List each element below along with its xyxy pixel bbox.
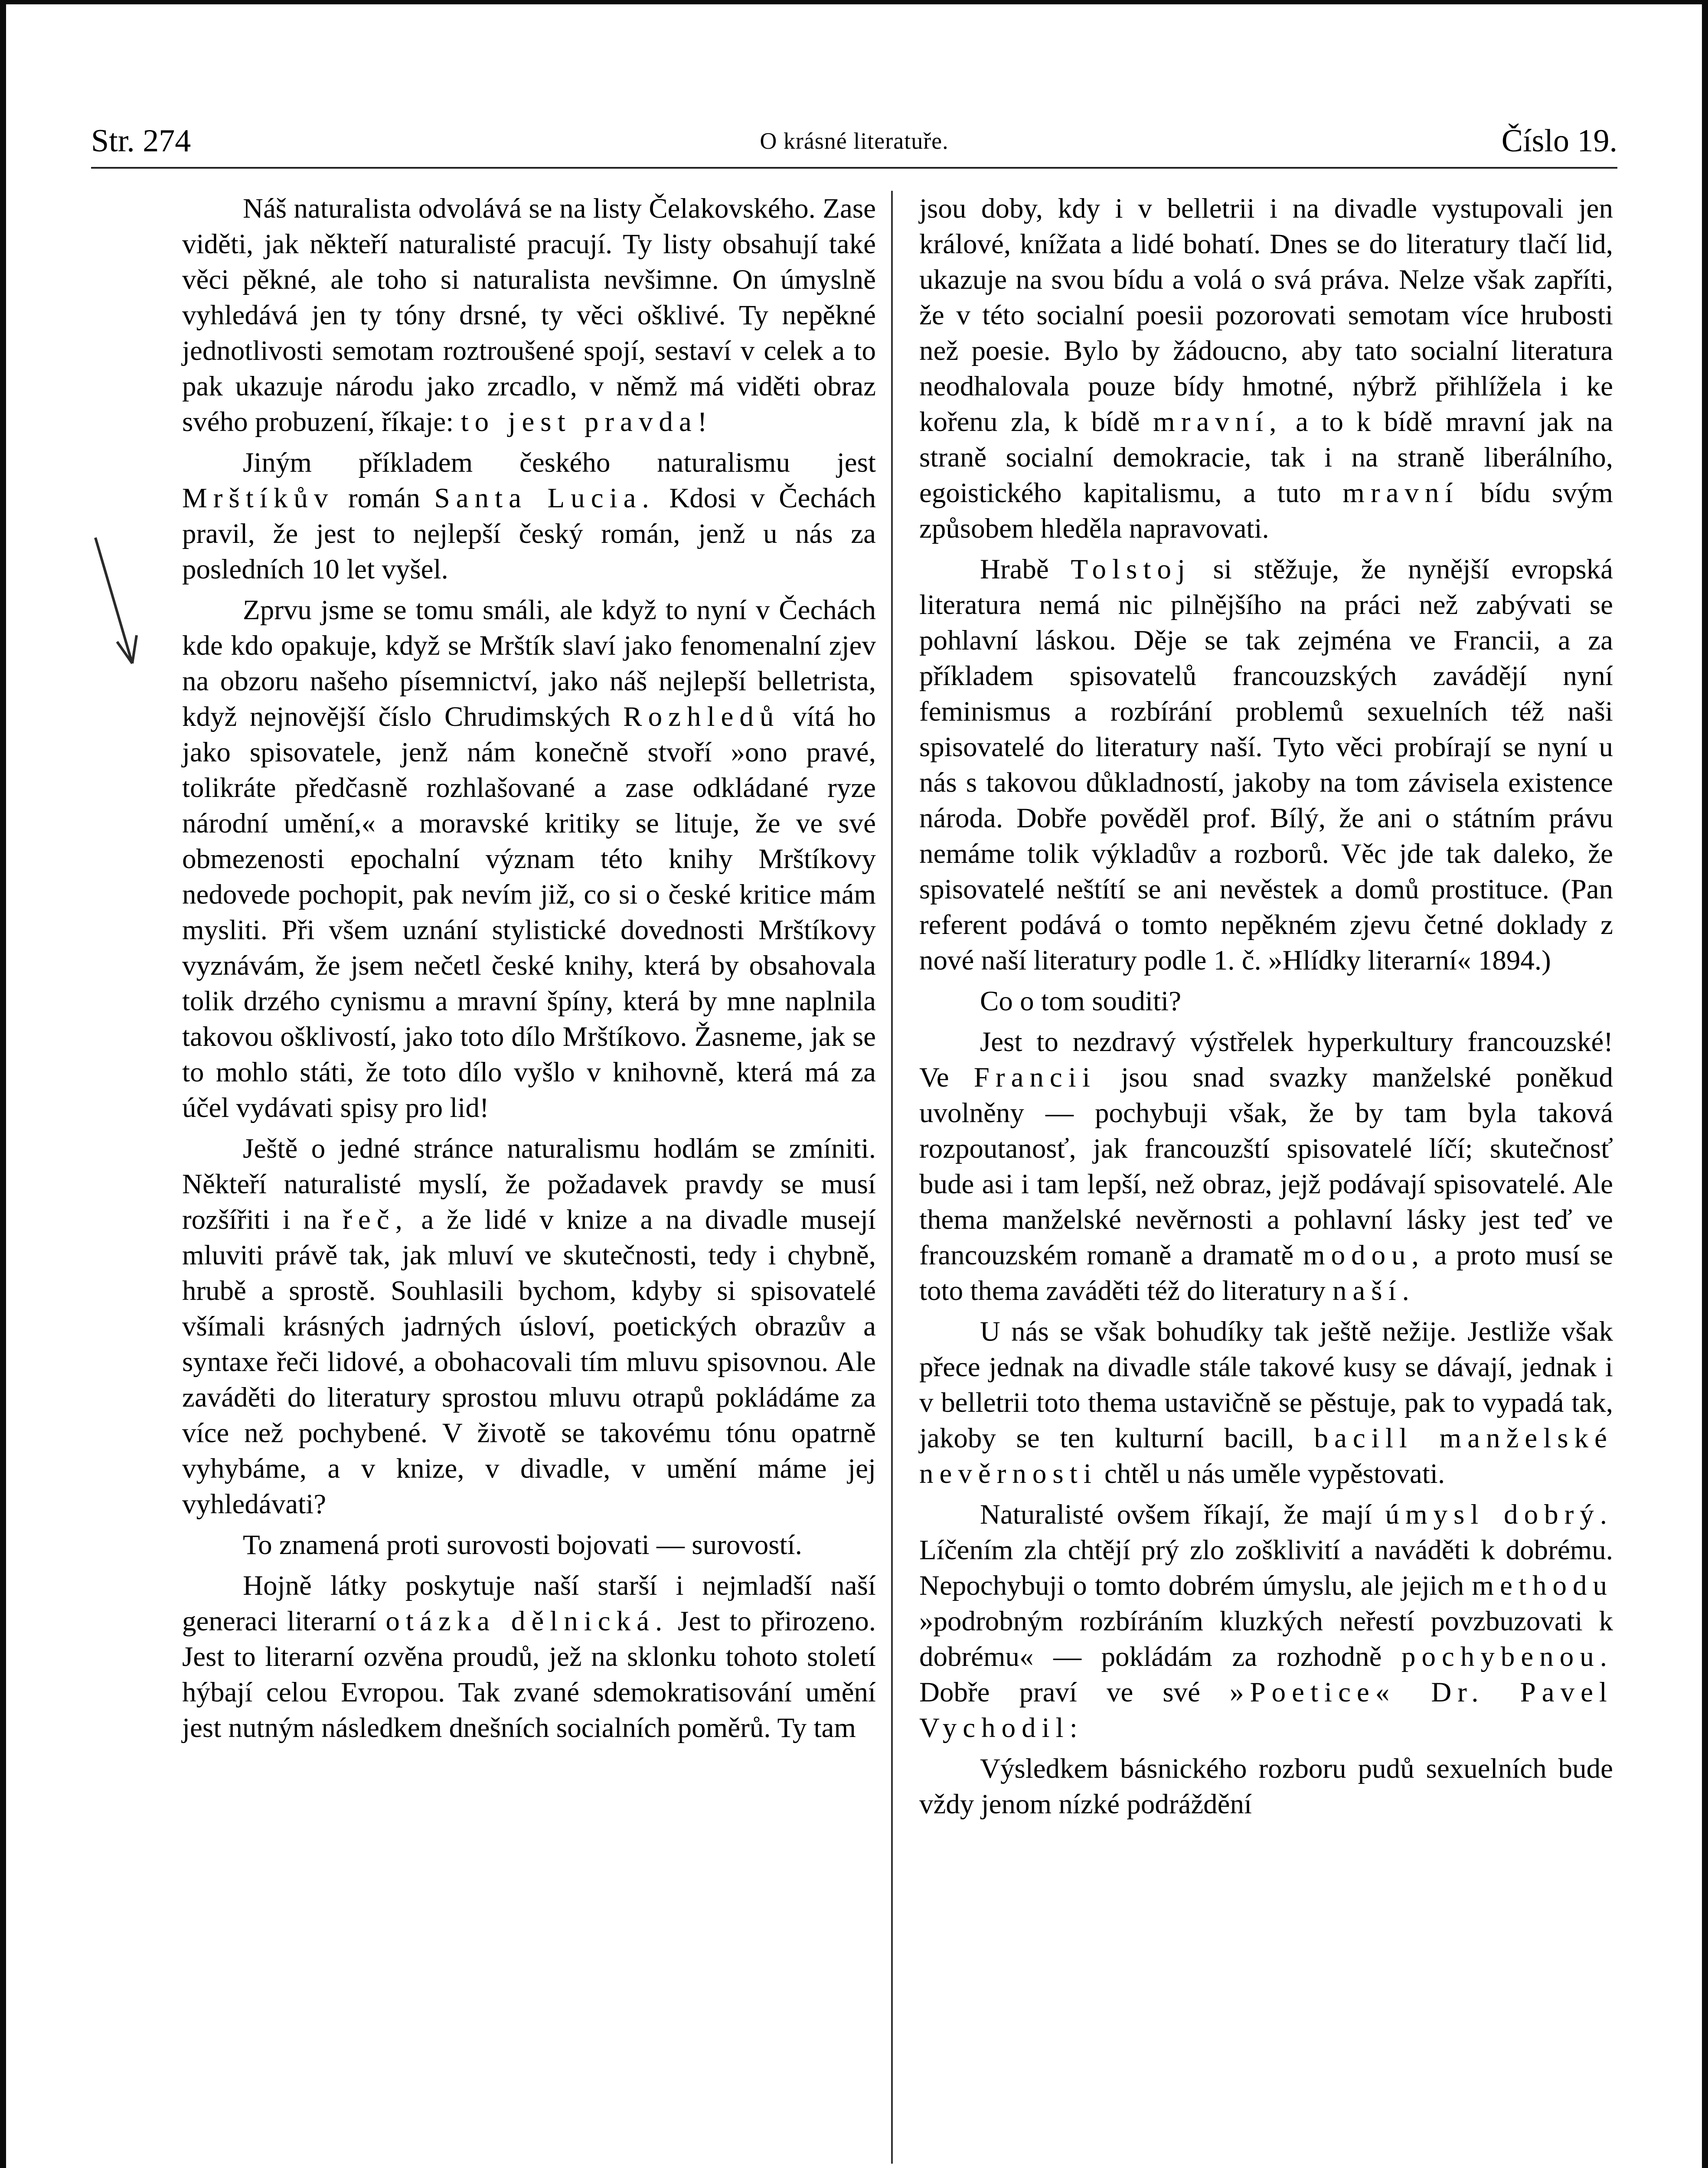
text-run: Hrabě [980, 554, 1071, 585]
text-run: Náš naturalista odvolává se na listy Čelakovského. Zase viděti, jak někteří naturalisté pracují. Ty listy obsahují také věci pěkné, ale toho si naturalista nevšimne. On úmyslně vyhledává jen ty tóny drsné, ty věci ošklivé. Ty nepěkné jednotlivosti semotam roztroušené spojí, sestaví v celek a to pak ukazuje národu jako zrcadlo, v němž má viděti obraz svého probuzení, říkaje: [182, 193, 876, 438]
text-run: U nás se však bohudíky tak ještě nežije. Jestliže však přece jednak na divadle stále takové kusy se dávají, jednak i v belletrii toto thema ustavičně se pěstuje, pak to vypadá tak, jakoby se ten kulturní bacill, [919, 1316, 1613, 1454]
spaced-emphasis: to jest pravda! [460, 406, 713, 438]
text-run: román [334, 483, 434, 514]
column-divider [891, 191, 893, 2164]
spaced-emphasis: Francii [973, 1062, 1096, 1093]
text-run: Výsledkem básnického rozboru pudů sexuelních bude vždy jenom nízké podráždění [919, 1753, 1613, 1820]
scan-border-top [0, 0, 1708, 4]
text-run: a to k bídě mravní jak na straně socialní demokracie, tak i na straně liberálního, egoistického kapitalismu, a tuto [919, 406, 1613, 509]
right-column [919, 191, 1613, 1827]
handwritten-arrow-icon [91, 533, 143, 676]
spaced-emphasis: mravní [1342, 477, 1459, 509]
text-run: a že lidé v knize a na divadle musejí mluviti právě tak, jak mluví ve skutečnosti, tedy i chybně, hrubě a sprostě. Souhlasili bychom, kdyby si spisovatelé všímali krásných jadrných úsloví, poetických obrazův a syntaxe řeči lidové, a obohacovali tím mluvu spisovnou. Ale zaváděti do literatury sprostou mluvu otrapů pokládáme za více než pochybené. V životě se takovému tónu opatrně vyhybáme, a v knize, v divadle, v umění máme jej vyhledávati? [182, 1204, 876, 1520]
paragraph [182, 445, 876, 587]
page-header [91, 117, 1617, 165]
paragraph [919, 1751, 1613, 1822]
text-run: Kdosi v Čechách pravil, že jest to nejlepší český román, jenž u nás za posledních 10 let vyšel. [182, 483, 876, 585]
text-run: bídu svým způsobem hleděla napravovati. [919, 477, 1613, 544]
header-rule [91, 167, 1617, 169]
text-run: vítá ho jako spisovatele, jenž nám konečně stvoří »ono pravé, tolikráte předčasně rozhlašované a zase odkládané ryze národní umění,« a moravské kritiky se lituje, že ve své obmezenosti epochalní význam této knihy Mrštíkovy nedovede pochopit, pak nevím již, co si o české kritice mám mysliti. Při všem uznání stylistické dovednosti Mrštíkovy vyznávám, že jsem nečetl české knihy, která by obsahovala tolik drzého cynismu a mravní špíny, která by mne naplnila takovou ošklivostí, jako toto dílo Mrštíkovo. Žasneme, jak se to mohlo státi, že toto dílo vyšlo v knihovně, která má za účel vydávati spisy pro lid! [182, 701, 876, 1123]
spaced-emphasis: mravní, [1153, 406, 1283, 438]
text-run: To znamená proti surovosti bojovati — surovostí. [243, 1529, 802, 1561]
spaced-emphasis: pochybenou. [1401, 1641, 1613, 1672]
text-run: Hojně látky poskytuje naší starší i nejmladší naší generaci literarní [182, 1570, 876, 1637]
paragraph [182, 1527, 876, 1563]
paragraph [919, 1497, 1613, 1746]
text-run: »podrobným rozbíráním kluzkých neřestí povzbuzovati k dobrému« — pokládám za rozhodně [919, 1606, 1613, 1672]
text-run: jsou doby, kdy i v belletrii i na divadle vystupovali jen králové, knížata a lidé bohatí. Dnes se do literatury tlačí lid, ukazuje na svou bídu a volá o svá práva. Nelze však zapříti, že v této socialní poesii pozorovati semotam více hrubosti než poesie. Bylo by žádoucno, aby tato socialní literatura neodhalovala pouze bídy hmotné, nýbrž přihlížela i ke kořenu zla, k bídě [919, 193, 1613, 438]
paragraph [919, 1024, 1613, 1309]
spaced-emphasis: Santa Lucia. [434, 483, 655, 514]
paragraph [182, 592, 876, 1126]
page-number: Str. 274 [91, 123, 191, 159]
spaced-emphasis: »Poetice« Dr. Pavel Vychodil: [919, 1677, 1613, 1744]
spaced-emphasis: otázka dělnická. [385, 1606, 669, 1637]
text-run: Líčením zla chtějí prý zlo zošklivití a naváděti k dobrému. Nepochybuji o tomto dobrém úmyslu, ale jejich [919, 1535, 1613, 1601]
spaced-emphasis: úmysl dobrý. [1385, 1499, 1613, 1530]
text-run: a proto musí se toto thema zaváděti též do literatury [919, 1240, 1613, 1306]
left-column [182, 191, 876, 1751]
text-run: Dobře praví ve své [919, 1677, 1230, 1708]
spaced-emphasis: Tolstoj [1071, 554, 1191, 585]
paragraph [919, 191, 1613, 546]
text-run: Naturalisté ovšem říkají, že mají [980, 1499, 1385, 1530]
spaced-emphasis: řeč, [343, 1204, 408, 1235]
paragraph [919, 1314, 1613, 1492]
spaced-emphasis: modou, [1303, 1240, 1425, 1271]
text-run: Ještě o jedné stránce naturalismu hodlám se zmíniti. Někteří naturalisté myslí, že požadavek pravdy se musí rozšířiti i na [182, 1133, 876, 1235]
paragraph [182, 191, 876, 440]
spaced-emphasis: methodu [1472, 1570, 1613, 1601]
spaced-emphasis: naší. [1332, 1275, 1415, 1306]
text-run: Zprvu jsme se tomu smáli, ale když to nyní v Čechách kde kdo opakuje, když se Mrštík slaví jako fenomenalní zjev na obzoru našeho písemnictví, jako náš nejlepší belletrista, když nejnovější číslo Chrudimských [182, 594, 876, 732]
paragraph [919, 552, 1613, 978]
running-title: O krásné literatuře. [760, 128, 949, 154]
spaced-emphasis: Mrštíkův [182, 483, 334, 514]
issue-number: Číslo 19. [1501, 123, 1617, 159]
text-run: si stěžuje, že nynější evropská literatura nemá nic pilnějšího na práci než zabývati se pohlavní láskou. Děje se tak zejména ve Francii, a za příkladem spisovatelů francouzských zavádějí nyní feminismus a rozbírání problemů sexuelních též naši spisovatelé do literatury naší. Tyto věci probírají se nyní u nás s takovou důkladností, jakoby na tom závisela existence národa. Dobře pověděl prof. Bílý, že ani o státním právu nemáme tolik výkladův a rozborů. Věc jde tak daleko, že spisovatelé neštítí se ani nevěstek a domů prostituce. (Pan referent podává o tomto nepěkném zjevu četné doklady z nové naší literatury podle 1. č. »Hlídky literarní« 1894.) [919, 554, 1613, 976]
text-run: jsou snad svazky manželské poněkud uvolněny — pochybuji však, že by tam byla taková rozpoutanosť, jak francouzští spisovatelé líčí; skutečnosť bude asi i tam lepší, než obraz, jejž podávají spisovatelé. Ale thema manželské nevěrnosti a pohlavní lásky jest teď ve francouzském romaně a dramatě [919, 1062, 1613, 1271]
text-run: Jiným příkladem českého naturalismu jest [243, 447, 876, 478]
paragraph [182, 1131, 876, 1522]
text-run: chtěl u nás uměle vypěstovati. [1097, 1458, 1445, 1489]
text-run: Co o tom souditi? [980, 986, 1182, 1017]
spaced-emphasis: Rozhledů [623, 701, 780, 732]
text-run: Jest to přirozeno. Jest to literarní ozvěna proudů, jež na sklonku tohoto století hýbají celou Evropou. Tak zvané sdemokratisování umění jest nutným následkem dnešních socialních poměrů. Ty tam [182, 1606, 876, 1744]
paragraph [919, 983, 1613, 1019]
paragraph [182, 1568, 876, 1746]
scan-border-right [1702, 0, 1708, 2168]
spaced-emphasis: bacill manželské nevěrnosti [919, 1423, 1613, 1489]
scan-border-left [0, 0, 6, 2168]
text-run: Jest to nezdravý výstřelek hyperkultury francouzské! Ve [919, 1026, 1613, 1093]
